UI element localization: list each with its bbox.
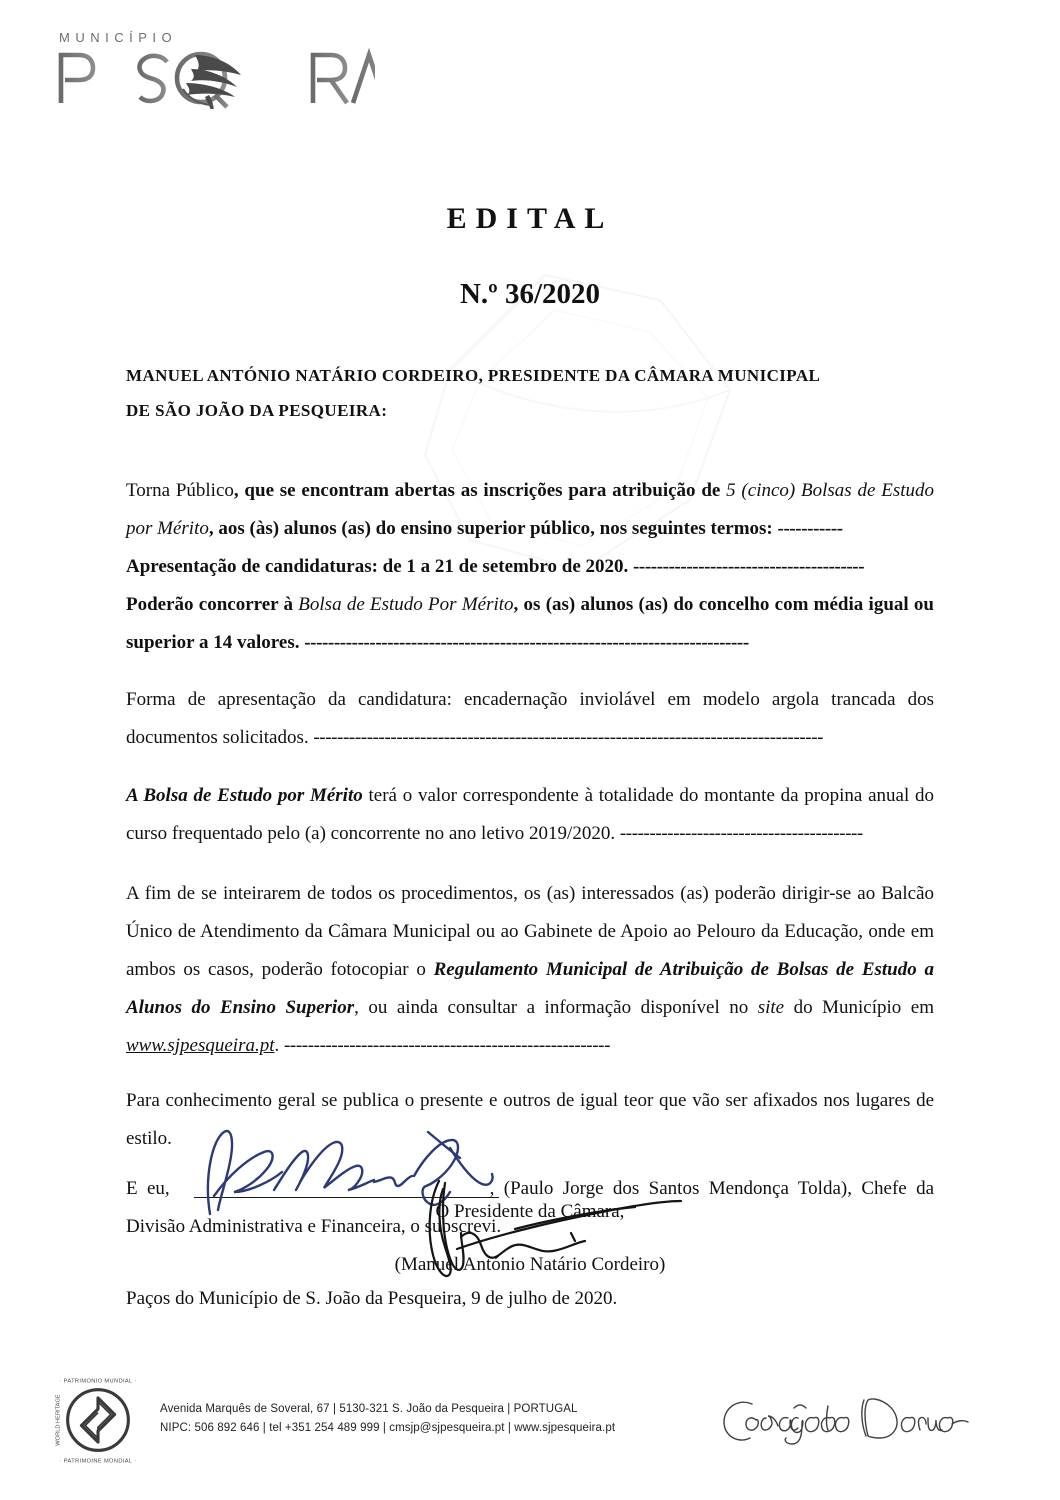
addressee-line-2: DE SÃO JOÃO DA PESQUEIRA:	[126, 401, 388, 420]
logo-wordmark	[55, 47, 375, 109]
svg-text:WORLD HERITAGE: WORLD HERITAGE	[55, 1394, 62, 1446]
information-text-c: do Município em	[784, 997, 934, 1018]
paragraph-information	[126, 875, 934, 1065]
application-form-dashes: --------------------------------------------------------------------------------------	[313, 727, 824, 748]
eligibility-bold-b: , os (as) alunos (as) do concelho com média igual ou superior a 14 valores.	[126, 594, 934, 653]
document-number: N.º 36/2020	[459, 278, 601, 310]
page-footer	[0, 1368, 1060, 1478]
president-name: (Manuel António Natário Cordeiro)	[394, 1254, 666, 1275]
site-word: site	[757, 997, 785, 1018]
addressee-heading	[126, 358, 934, 428]
regulation-title: Regulamento Municipal de Atribuição de Bolsas de Estudo a Alunos do Ensino Superior	[126, 959, 934, 1018]
municipality-website-link[interactable]: www.sjpesqueira.pt	[126, 1035, 275, 1056]
logo-supertitle: MUNICÍPIO	[59, 30, 178, 45]
footer-contact-info	[160, 1400, 615, 1438]
slogan-coracao-do-douro	[716, 1382, 976, 1452]
deadline-dashes: ---------------------------------------	[633, 556, 865, 577]
application-form-text: Forma de apresentação da candidatura: encadernação inviolável em modelo argola trancada dos documentos solicitados.	[126, 689, 934, 748]
information-text-b: , ou ainda consultar a informação disponível no	[354, 997, 758, 1018]
grant-value-text: terá o valor correspondente à totalidade do montante da propina anual do curso frequentado pelo (a) concorrente no ano letivo 2019/2020.	[126, 785, 934, 844]
paragraph-deadline	[126, 548, 934, 586]
deadline-text: Apresentação de candidaturas: de 1 a 21 de setembro de 2020.	[126, 556, 633, 577]
clerk-prefix: E eu,	[126, 1178, 170, 1199]
page-title: EDITAL	[446, 202, 614, 235]
paragraph-eligibility	[126, 586, 934, 662]
eligibility-dashes: ---------------------------------------------------------------------------	[304, 632, 749, 653]
eligibility-bold-a: Poderão concorrer à	[126, 594, 299, 615]
place-and-date: Paços do Município de S. João da Pesqueira, 9 de julho de 2020.	[126, 1288, 618, 1309]
paragraph-publication: Para conhecimento geral se publica o presente e outros de igual teor que vão ser afixados nos lugares de estilo.	[126, 1090, 934, 1149]
president-role: O Presidente da Câmara,	[435, 1201, 625, 1222]
paragraph-grant-value	[126, 777, 934, 853]
information-text-a: A fim de se inteirarem de todos os procedimentos, os (as) interessados (as) poderão dirigir-se ao Balcão Único de Atendimento da Câmara Municipal ou ao Gabinete de Apoio ao Pelouro da Educação, onde em ambos os casos, poderão fotocopiar o	[126, 883, 934, 980]
president-signature-block	[0, 1185, 1060, 1291]
footer-contact-line: NIPC: 506 892 646 | tel +351 254 489 999 | cmsjp@sjpesqueira.pt | www.sjpesqueira.pt	[160, 1422, 616, 1434]
eligibility-italic: Bolsa de Estudo Por Mérito	[298, 594, 514, 615]
opening-italic-a: 5 (cinco) Bolsas de Estudo por Mérito	[126, 480, 934, 539]
grant-value-dashes: -----------------------------------------	[619, 823, 863, 844]
opening-bold-b: , aos (às) alunos (as) do ensino superior público, nos seguintes termos:	[208, 518, 778, 539]
clerk-suffix: , (Paulo Jorge dos Santos Mendonça Tolda), Chefe da Divisão Administrativa e Financeira, o subscrevi.	[126, 1178, 934, 1237]
information-text-d: .	[274, 1035, 284, 1056]
addressee-line-1: MANUEL ANTÓNIO NATÁRIO CORDEIRO, PRESIDENTE DA CÂMARA MUNICIPAL	[126, 366, 821, 385]
opening-dashes: -----------	[777, 518, 843, 539]
svg-text:· PATRIMOINE MONDIAL ·: · PATRIMOINE MONDIAL ·	[59, 1458, 137, 1465]
document-body	[126, 358, 934, 1318]
opening-lead: Torna Público	[126, 480, 234, 501]
svg-text:· PATRIMONIO MUNDIAL ·: · PATRIMONIO MUNDIAL ·	[59, 1378, 137, 1385]
paragraph-opening	[126, 472, 934, 548]
information-dashes: -------------------------------------------------------	[284, 1035, 610, 1056]
grant-value-bolditalic: A Bolsa de Estudo por Mérito	[126, 785, 363, 806]
unesco-world-heritage-emblem-icon	[52, 1374, 144, 1466]
opening-bold-a: , que se encontram abertas as inscrições para atribuição de	[233, 480, 727, 501]
municipality-logo	[55, 30, 385, 109]
paragraph-application-form	[126, 681, 934, 757]
footer-address-line: Avenida Marquês de Soveral, 67 | 5130-321 S. João da Pesqueira | PORTUGAL	[160, 1403, 578, 1415]
